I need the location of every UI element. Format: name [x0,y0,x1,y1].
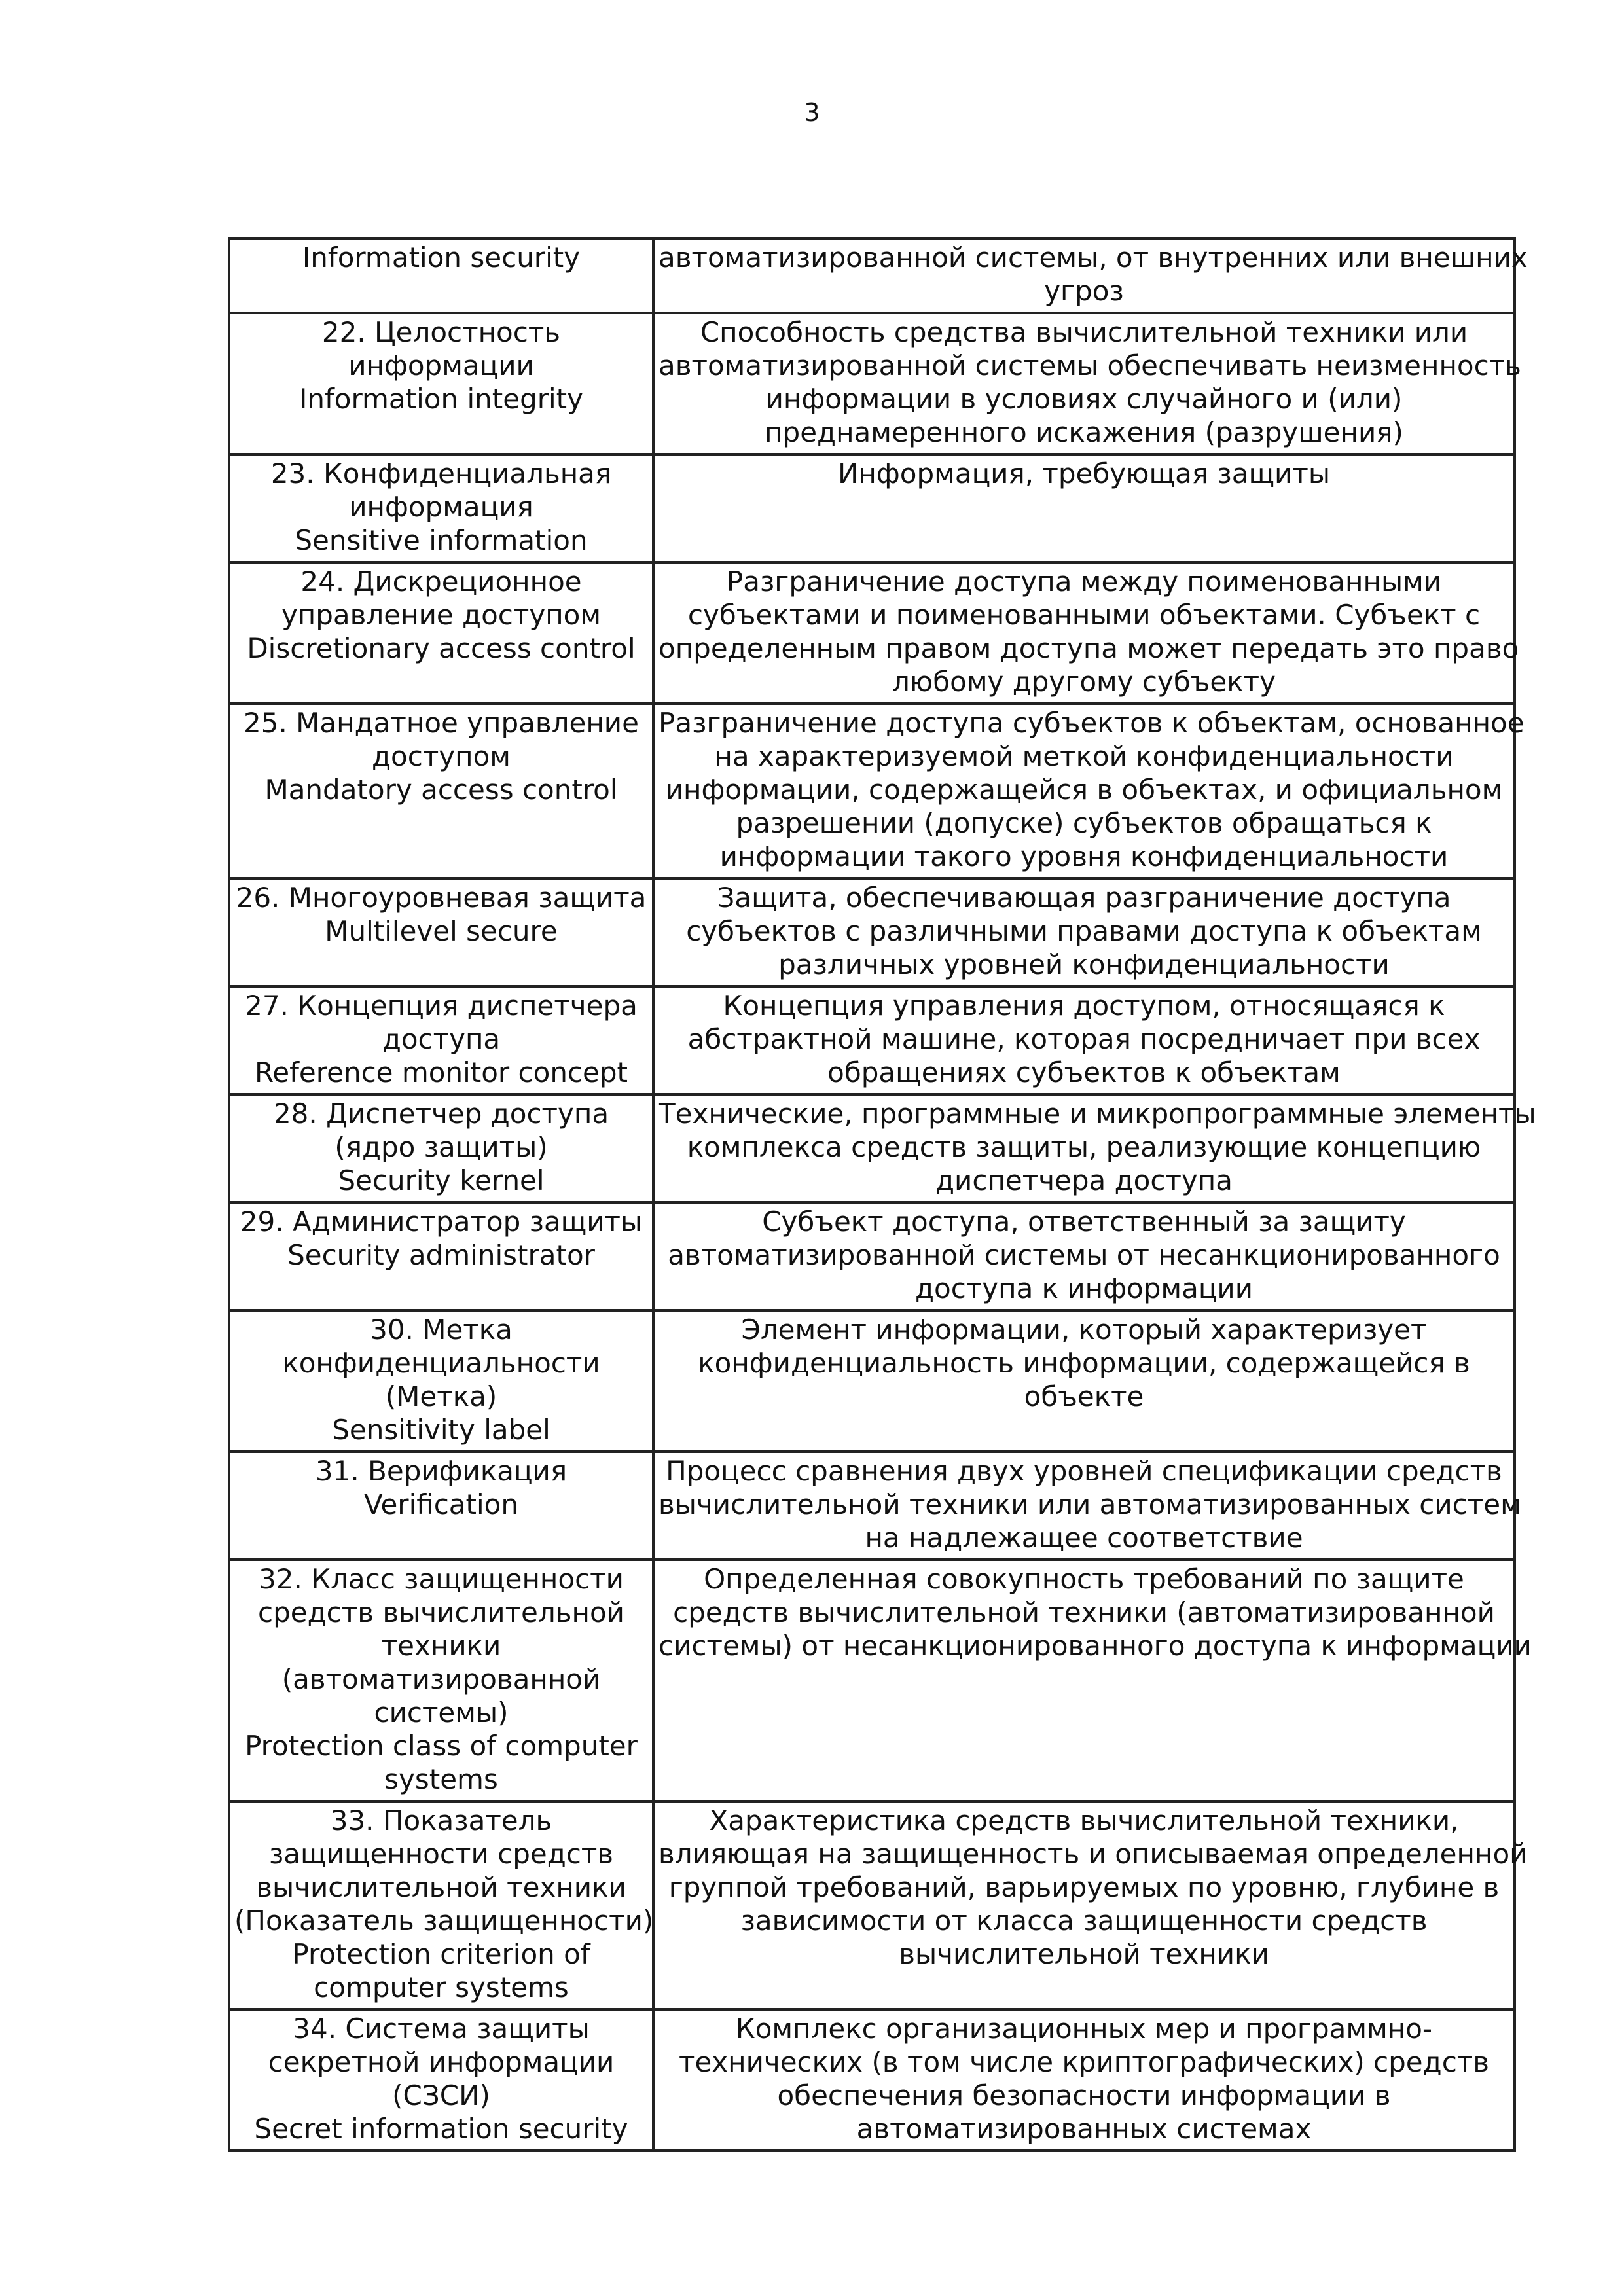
term-line: 29. Администратор защиты [240,1206,643,1238]
definition-line: Комплекс организационных мер и программно- [735,2013,1433,2045]
definition-line: абстрактной машине, которая посредничает при всех [687,1023,1481,1055]
term-cell [229,1452,653,1560]
term-line: доступа [382,1023,501,1055]
term-cell [229,1310,653,1452]
definition-line: на надлежащее соответствие [865,1522,1303,1554]
table-row [229,313,1515,454]
term-line: 31. Верификация [315,1455,568,1487]
term-line: Multilevel secure [325,915,558,947]
definition-line: Характеристика средств вычислительной техники, [709,1804,1459,1837]
definition-line: объекте [1024,1380,1144,1412]
definition-line: автоматизированной системы, от внутренних или внешних [659,242,1528,274]
definition-line: информации, содержащейся в объектах, и официальном [665,774,1503,806]
term-line: вычислительной техники [256,1871,626,1903]
definition-line: субъектов с различными правами доступа к объектам [686,915,1482,947]
definition-line: обращениях субъектов к объектам [827,1056,1341,1088]
definition-line: Способность средства вычислительной техники или [700,316,1468,348]
definition-line: преднамеренного искажения (разрушения) [765,416,1403,448]
table-row [229,454,1515,562]
term-cell [229,238,653,313]
definition-line: любому другому субъекту [892,666,1276,698]
definition-line: Элемент информации, который характеризует [741,1314,1427,1346]
term-line: Protection criterion of [292,1938,590,1970]
definition-line: конфиденциальность информации, содержащейся в [698,1347,1470,1379]
definition-line: на характеризуемой меткой конфиденциальности [714,740,1454,772]
definition-line: информации такого уровня конфиденциальности [719,840,1449,872]
terms-table [228,237,1536,2152]
definition-cell [653,238,1528,313]
page-number: 3 [804,98,820,127]
table-row [229,704,1515,878]
definition-cell [653,1202,1515,1310]
definition-line: группой требований, варьируемых по уровню, глубине в [668,1871,1500,1903]
term-line: доступом [372,740,511,772]
definition-line: информации в условиях случайного и (или) [765,383,1403,415]
definition-line: Технические, программные и микропрограммные элементы [659,1098,1536,1130]
term-line: информация [349,491,533,523]
term-line: Information integrity [299,383,583,415]
definition-line: технических (в том числе криптографических) средств [678,2046,1489,2078]
term-line: Mandatory access control [264,774,618,806]
term-line: Sensitivity label [332,1414,550,1446]
term-line: защищенности средств [268,1838,614,1870]
term-line: 30. Метка [370,1314,513,1346]
table-row [229,1202,1515,1310]
table-row [229,986,1515,1094]
table-row [229,2009,1515,2151]
term-line: (СЗСИ) [392,2079,490,2111]
definition-cell [653,1560,1532,1801]
term-line: Discretionary access control [247,632,636,664]
term-cell [229,2009,653,2151]
table-row [229,562,1515,704]
definition-line: вычислительной техники или автоматизированных систем [659,1488,1521,1520]
term-line: Secret information security [254,2113,628,2145]
definition-line: различных уровней конфиденциальности [778,948,1390,980]
term-cell [229,704,653,878]
term-cell [229,878,653,986]
definition-line: Субъект доступа, ответственный за защиту [762,1206,1406,1238]
term-line: Security kernel [338,1164,545,1196]
term-line: информации [348,350,534,382]
definition-line: доступа к информации [914,1272,1254,1304]
definition-cell [653,1094,1536,1202]
definition-cell [653,986,1515,1094]
definition-cell [653,1801,1528,2009]
definition-line: системы) от несанкционированного доступа к информации [659,1630,1532,1662]
definition-cell [653,704,1525,878]
definition-line: автоматизированной системы от несанкционированного [668,1239,1500,1271]
term-line: 22. Целостность [321,316,561,348]
term-line: 33. Показатель [330,1804,552,1837]
term-line: техники [381,1630,501,1662]
term-line: 34. Система защиты [293,2013,590,2045]
definition-line: определенным правом доступа может передать это право [659,632,1519,664]
table-row [229,1801,1515,2009]
definition-cell [653,562,1519,704]
term-line: 24. Дискреционное [300,565,582,598]
definition-line: Информация, требующая защиты [838,457,1330,490]
term-line: 32. Класс защищенности [259,1563,624,1595]
term-cell [229,986,653,1094]
term-line: (автоматизированной [281,1663,601,1695]
term-line: Reference monitor concept [255,1056,628,1088]
term-line: 25. Мандатное управление [244,707,639,739]
term-line: (Показатель защищенности) [234,1905,654,1937]
term-line: 23. Конфиденциальная [270,457,612,490]
definition-line: зависимости от класса защищенности средств [740,1905,1428,1937]
definition-line: вычислительной техники [899,1938,1269,1970]
table-row [229,238,1515,313]
term-line: Protection class of computer [245,1730,638,1762]
table-row [229,1310,1515,1452]
definition-line: субъектами и поименованными объектами. Субъект с [687,599,1481,631]
definition-line: Защита, обеспечивающая разграничение доступа [717,882,1451,914]
definition-line: Процесс сравнения двух уровней спецификации средств [666,1455,1502,1487]
term-line: средств вычислительной [258,1596,624,1628]
term-cell [229,562,653,704]
terms-table-body [229,238,1536,2151]
table-row [229,1560,1515,1801]
term-line: (Метка) [385,1380,497,1412]
definition-line: Разграничение доступа между поименованными [726,565,1442,598]
definition-line: угроз [1044,275,1124,307]
term-line: 26. Многоуровневая защита [236,882,647,914]
term-line: Information security [302,242,581,274]
table-row [229,1094,1515,1202]
term-line: конфиденциальности [282,1347,600,1379]
definition-cell [653,878,1515,986]
definition-line: Определенная совокупность требований по защите [704,1563,1464,1595]
term-line: секретной информации [268,2046,615,2078]
definition-line: Концепция управления доступом, относящаяся к [723,990,1445,1022]
definition-line: комплекса средств защиты, реализующие концепцию [687,1131,1481,1163]
term-cell [229,1560,653,1801]
definition-line: диспетчера доступа [935,1164,1233,1196]
definition-cell [653,313,1521,454]
term-line: 27. Концепция диспетчера [245,990,638,1022]
definition-cell [653,2009,1515,2151]
definition-cell [653,454,1515,562]
term-cell [229,1202,653,1310]
definition-line: автоматизированных системах [856,2113,1312,2145]
term-line: Security administrator [287,1239,595,1271]
definition-cell [653,1452,1521,1560]
definition-line: влияющая на защищенность и описываемая определенной [659,1838,1528,1870]
term-line: Sensitive information [295,524,588,556]
term-cell [229,313,653,454]
term-line: системы) [374,1696,509,1729]
definition-cell [653,1310,1515,1452]
term-line: 28. Диспетчер доступа [273,1098,609,1130]
term-line: Verification [364,1488,518,1520]
table-row [229,878,1515,986]
term-cell [229,454,653,562]
term-cell [229,1094,653,1202]
definition-line: средств вычислительной техники (автоматизированной [673,1596,1495,1628]
table-row [229,1452,1515,1560]
term-line: (ядро защиты) [334,1131,548,1163]
definition-line: разрешении (допуске) субъектов обращаться к [736,807,1432,839]
term-line: systems [384,1763,498,1795]
term-line: управление доступом [281,599,602,631]
term-line: computer systems [314,1971,569,2003]
definition-line: Разграничение доступа субъектов к объектам, основанное [659,707,1525,739]
definition-line: обеспечения безопасности информации в [777,2079,1391,2111]
term-cell [229,1801,653,2009]
definition-line: автоматизированной системы обеспечивать неизменность [659,350,1521,382]
